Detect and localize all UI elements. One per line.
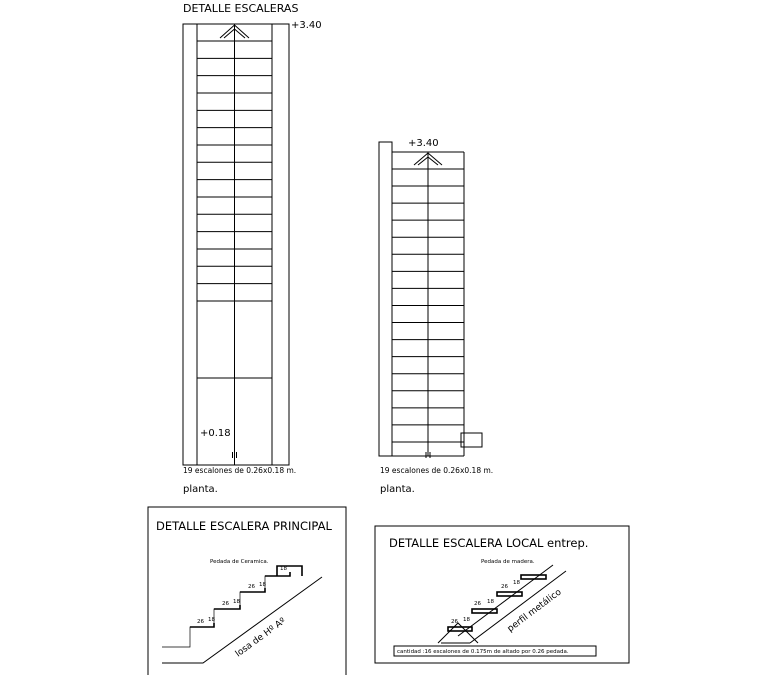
local-stair-plan (379, 138, 493, 495)
detail-principal (148, 507, 346, 675)
detail-principal-tread-dim-3: 26 (248, 584, 255, 590)
local-stair-side-wall (379, 142, 392, 456)
main-stair-bottom-level: +0.18 (200, 428, 231, 439)
detail-local (375, 526, 629, 663)
detail-principal-riser-dim-3: 18 (259, 582, 266, 588)
detail-local-step-tread (521, 575, 546, 579)
detail-local-tread-dim-2: 26 (474, 601, 481, 607)
detail-principal-title: DETALLE ESCALERA PRINCIPAL (156, 519, 332, 533)
detail-principal-finish-label: Pedada de Ceramica. (210, 559, 269, 565)
detail-local-riser-dim-1: 18 (463, 617, 470, 623)
detail-principal-riser-dim-4: 18 (280, 566, 287, 572)
detail-local-riser-dim-2: 18 (487, 599, 494, 605)
main-stair-plan (183, 20, 322, 495)
detail-local-riser-dim-3: 18 (513, 580, 520, 586)
main-stair-steps-note: 19 escalones de 0.26x0.18 m. (183, 466, 297, 475)
detail-local-tread-dim-3: 26 (501, 584, 508, 590)
detail-local-finish-label: Pedada de madera. (481, 559, 535, 565)
main-stair-top-level: +3.40 (291, 20, 322, 31)
detail-local-step-tread (497, 592, 522, 596)
local-stair-steps-note: 19 escalones de 0.26x0.18 m. (380, 466, 494, 475)
detail-principal-riser-dim-1: 18 (208, 617, 215, 623)
detail-local-step-tread (472, 609, 497, 613)
detail-principal-riser-dim-2: 18 (233, 599, 240, 605)
detail-principal-tread-dim-2: 26 (222, 601, 229, 607)
detail-local-tread-dim-1: 26 (451, 619, 458, 625)
detail-principal-tread-dim-1: 26 (197, 619, 204, 625)
detail-local-beam-label: perfil metálico (505, 587, 564, 635)
local-stair-top-level: +3.40 (408, 138, 439, 149)
local-stair-view-label: planta. (380, 484, 415, 495)
detail-local-title: DETALLE ESCALERA LOCAL entrep. (389, 536, 589, 550)
main-stair-view-label: planta. (183, 484, 218, 495)
main-title: DETALLE ESCALERAS (183, 2, 299, 15)
detail-principal-slab-label: losa de Hº Aº (233, 616, 288, 660)
detail-local-note: cantidad :16 escalones de 0.175m de altado por 0.26 pedada. (397, 649, 569, 655)
main-stair-outer-wall (183, 24, 289, 465)
